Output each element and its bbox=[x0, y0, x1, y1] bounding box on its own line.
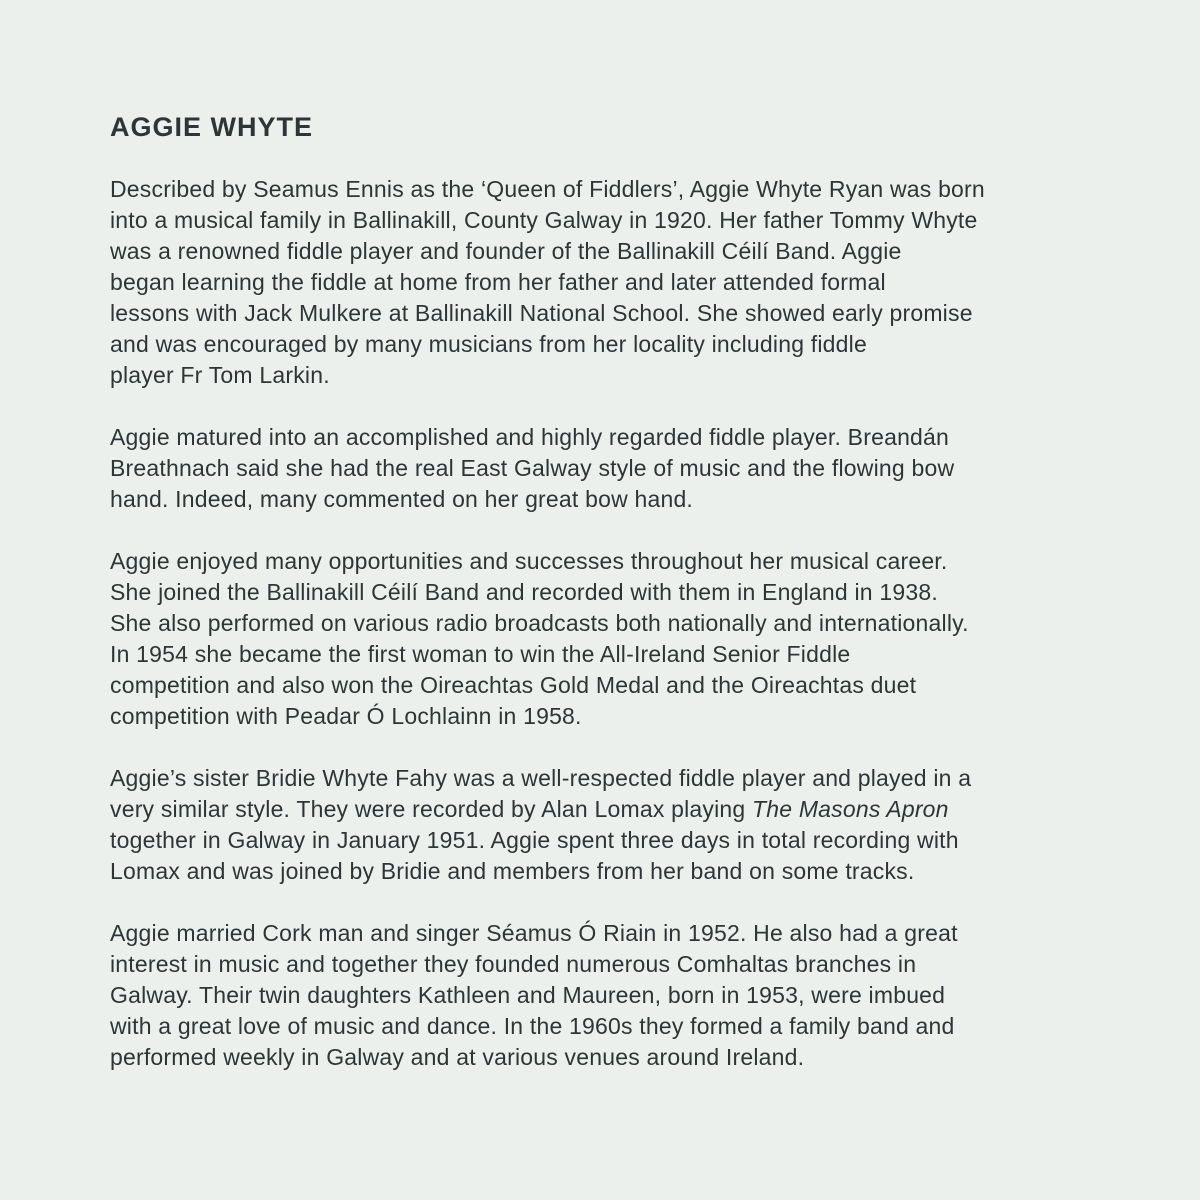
text-segment: competition and also won the Oireachtas Gold Medal and the Oireachtas duet bbox=[110, 672, 917, 698]
paragraph bbox=[110, 174, 1095, 391]
text-segment: Aggie enjoyed many opportunities and successes throughout her musical career. bbox=[110, 548, 948, 574]
text-segment: Aggie’s sister Bridie Whyte Fahy was a well-respected fiddle player and played in a bbox=[110, 765, 972, 791]
text-line bbox=[110, 360, 1095, 391]
text-line bbox=[110, 701, 1095, 732]
text-line bbox=[110, 546, 1095, 577]
text-segment: performed weekly in Galway and at various venues around Ireland. bbox=[110, 1044, 805, 1070]
text-line bbox=[110, 670, 1095, 701]
page-title: AGGIE WHYTE bbox=[110, 112, 314, 142]
text-line bbox=[110, 1042, 1095, 1073]
text-line bbox=[110, 918, 1095, 949]
text-segment: Breathnach said she had the real East Galway style of music and the flowing bow bbox=[110, 455, 955, 481]
paragraph bbox=[110, 546, 1095, 732]
text-segment: In 1954 she became the first woman to win the All-Ireland Senior Fiddle bbox=[110, 641, 851, 667]
text-segment: Galway. Their twin daughters Kathleen and Maureen, born in 1953, were imbued bbox=[110, 982, 946, 1008]
italic-text-segment: The Masons Apron bbox=[752, 796, 949, 822]
text-segment: Aggie matured into an accomplished and highly regarded fiddle player. Breandán bbox=[110, 424, 950, 450]
text-segment: competition with Peadar Ó Lochlainn in 1958. bbox=[110, 703, 582, 729]
text-line bbox=[110, 1011, 1095, 1042]
text-line bbox=[110, 577, 1095, 608]
text-line bbox=[110, 205, 1095, 236]
text-line bbox=[110, 236, 1095, 267]
text-line bbox=[110, 329, 1095, 360]
paragraph bbox=[110, 918, 1095, 1073]
text-line bbox=[110, 794, 1095, 825]
text-segment: and was encouraged by many musicians from her locality including fiddle bbox=[110, 331, 867, 357]
paragraph bbox=[110, 763, 1095, 887]
text-line bbox=[110, 608, 1095, 639]
text-line bbox=[110, 639, 1095, 670]
text-line bbox=[110, 267, 1095, 298]
text-segment: together in Galway in January 1951. Aggie spent three days in total recording with bbox=[110, 827, 959, 853]
text-segment: She joined the Ballinakill Céilí Band and recorded with them in England in 1938. bbox=[110, 579, 938, 605]
text-line bbox=[110, 298, 1095, 329]
text-segment: hand. Indeed, many commented on her great bow hand. bbox=[110, 486, 694, 512]
text-segment: interest in music and together they founded numerous Comhaltas branches in bbox=[110, 951, 917, 977]
text-segment: was a renowned fiddle player and founder of the Ballinakill Céilí Band. Aggie bbox=[110, 238, 902, 264]
text-line bbox=[110, 422, 1095, 453]
paragraph bbox=[110, 422, 1095, 515]
text-segment: player Fr Tom Larkin. bbox=[110, 362, 330, 388]
text-line bbox=[110, 453, 1095, 484]
text-segment: She also performed on various radio broadcasts both nationally and internationally. bbox=[110, 610, 969, 636]
text-line bbox=[110, 484, 1095, 515]
text-segment: began learning the fiddle at home from her father and later attended formal bbox=[110, 269, 886, 295]
text-segment: lessons with Jack Mulkere at Ballinakill National School. She showed early promise bbox=[110, 300, 973, 326]
text-line bbox=[110, 763, 1095, 794]
text-segment: Described by Seamus Ennis as the ‘Queen of Fiddlers’, Aggie Whyte Ryan was born bbox=[110, 176, 985, 202]
text-line bbox=[110, 174, 1095, 205]
text-line bbox=[110, 949, 1095, 980]
text-segment: very similar style. They were recorded by Alan Lomax playing bbox=[110, 796, 752, 822]
text-segment: Aggie married Cork man and singer Séamus Ó Riain in 1952. He also had a great bbox=[110, 920, 958, 946]
article-body bbox=[110, 174, 1095, 1073]
text-segment: with a great love of music and dance. In the 1960s they formed a family band and bbox=[110, 1013, 955, 1039]
text-segment: into a musical family in Ballinakill, County Galway in 1920. Her father Tommy Whyte bbox=[110, 207, 978, 233]
text-segment: Lomax and was joined by Bridie and members from her band on some tracks. bbox=[110, 858, 915, 884]
text-line bbox=[110, 856, 1095, 887]
text-line bbox=[110, 980, 1095, 1011]
text-line bbox=[110, 825, 1095, 856]
